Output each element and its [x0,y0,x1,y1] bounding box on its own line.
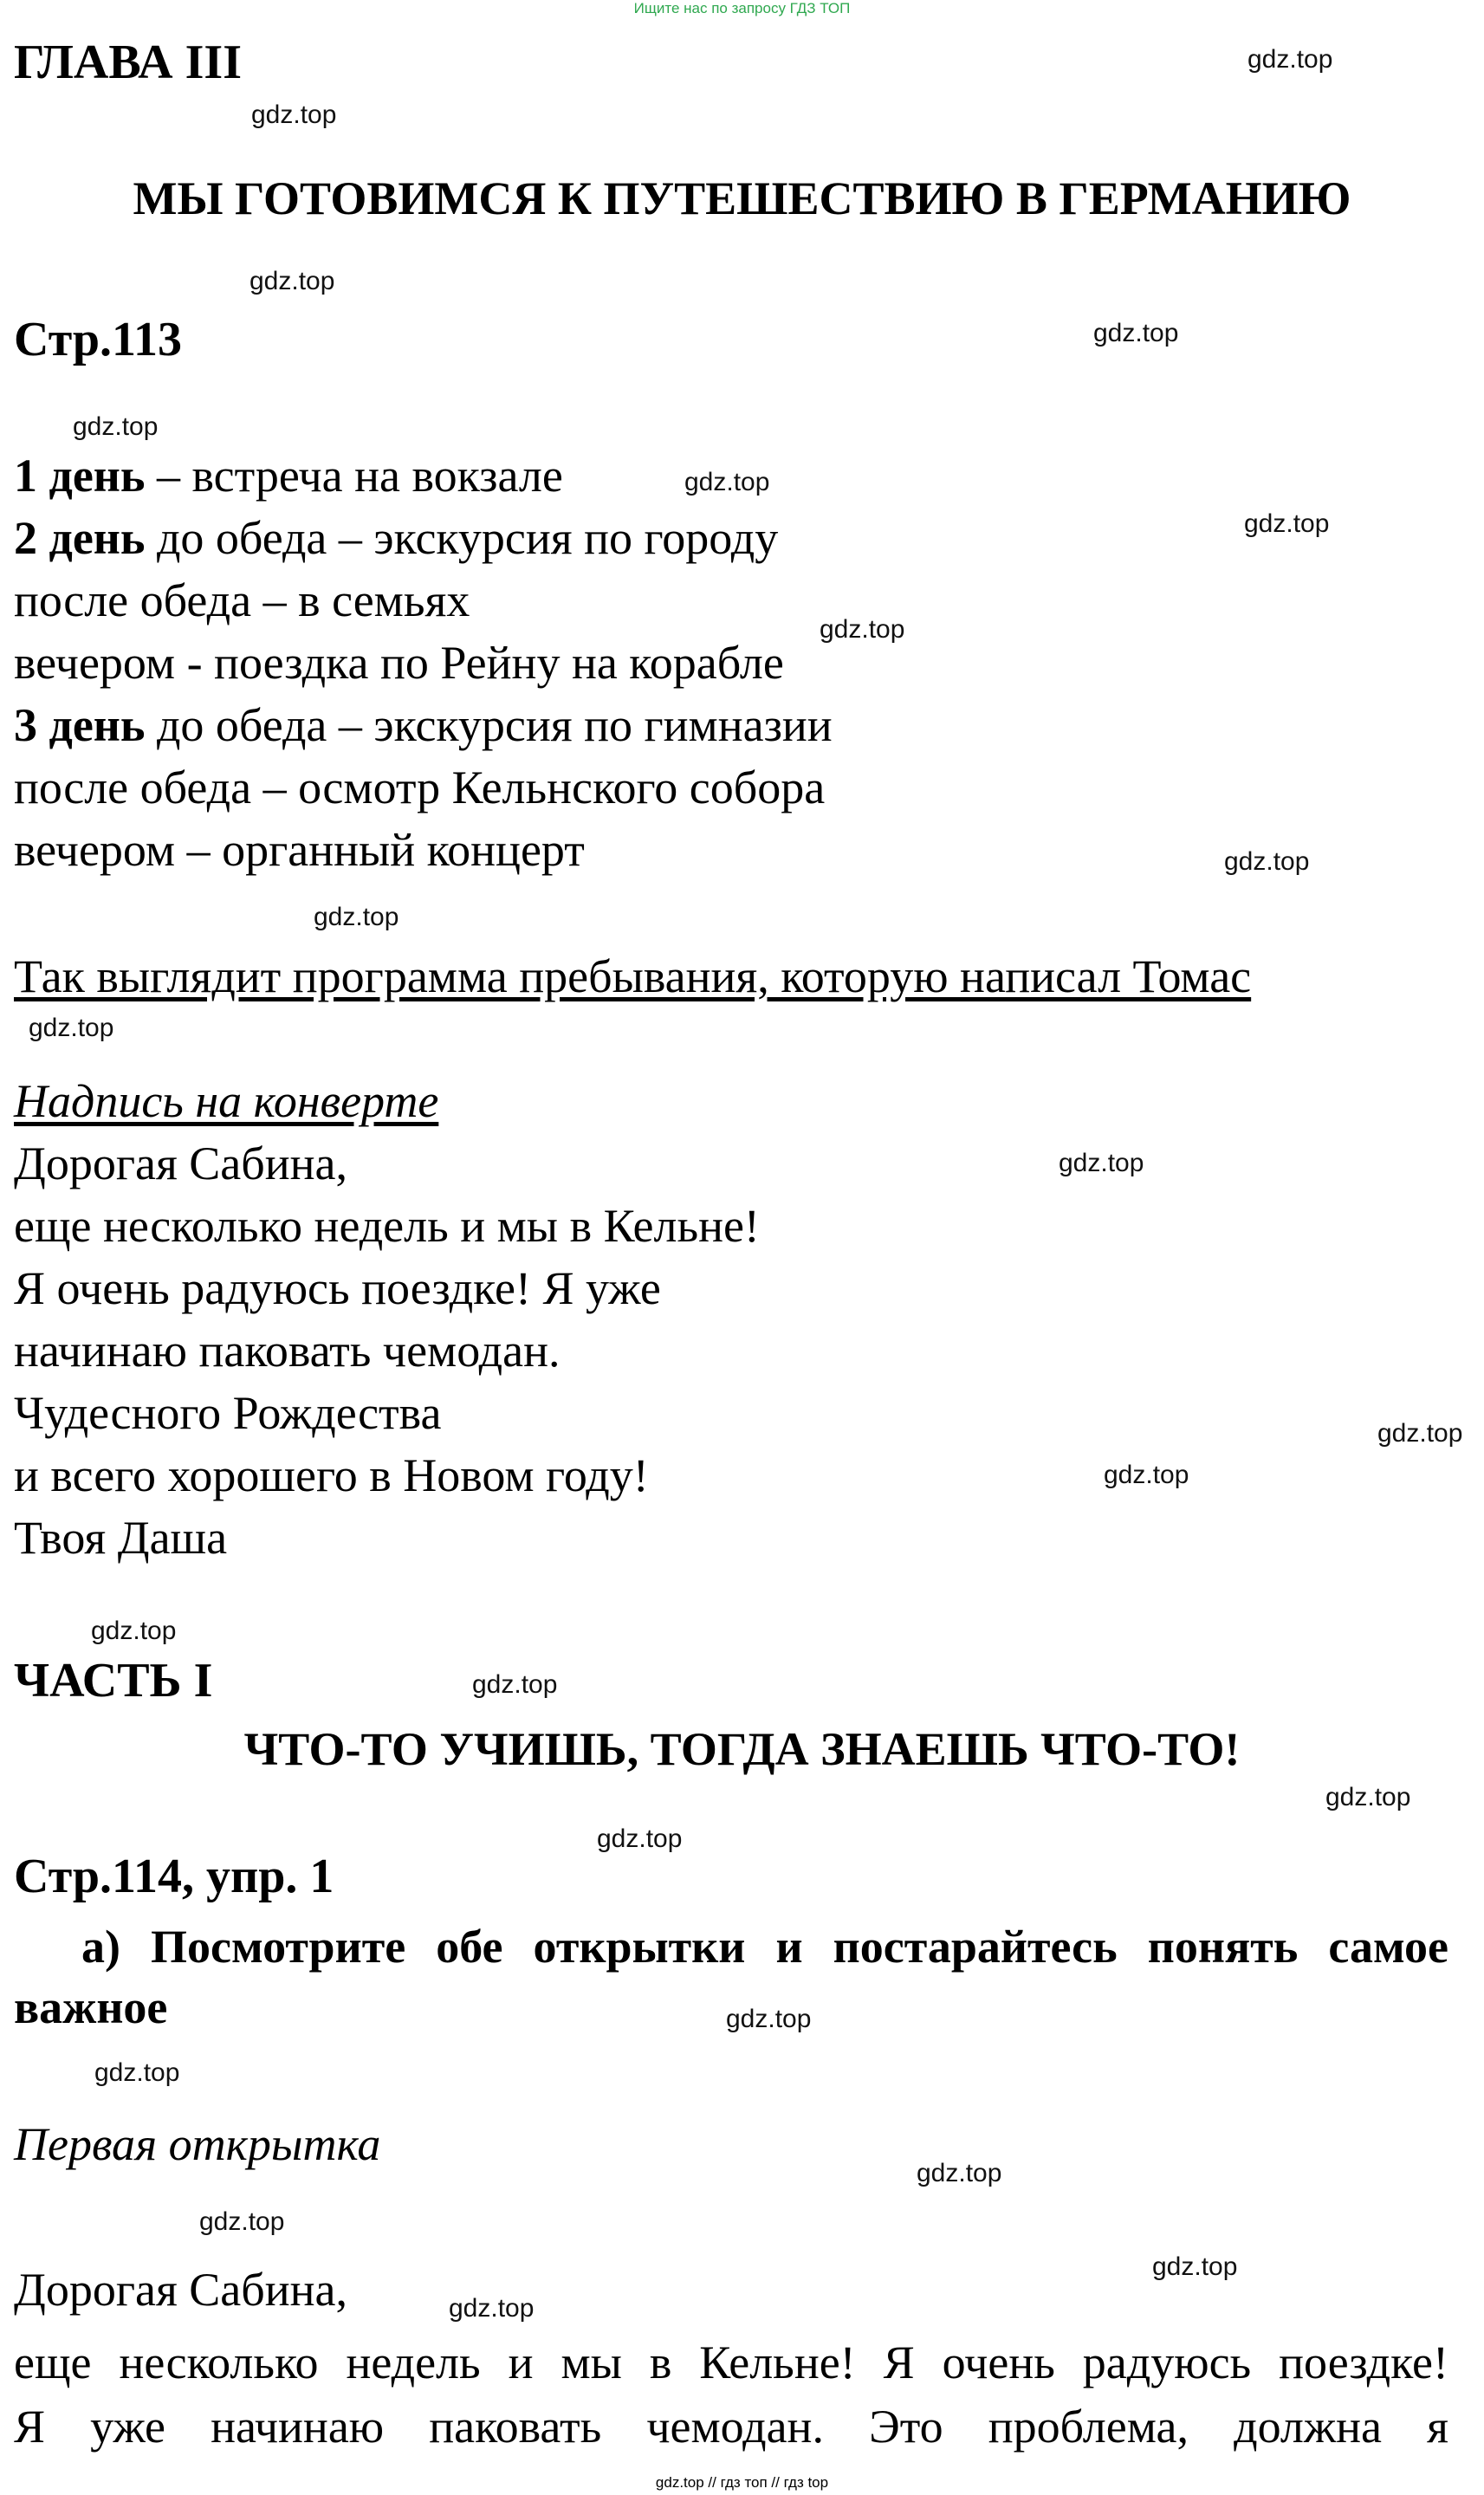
day3-line [14,698,833,752]
watermark: gdz.top [684,468,770,496]
card-greeting: Дорогая Сабина, [14,2264,348,2316]
day1-label: 1 день [14,450,146,502]
watermark: gdz.top [472,1670,558,1699]
watermark: gdz.top [597,1824,683,1853]
letter-line: и всего хорошего в Новом году! [14,1449,649,1501]
letter-line: еще несколько недель и мы в Кельне! [14,1200,760,1252]
letter-line: начинаю паковать чемодан. [14,1325,561,1377]
day3-line3: вечером – органный концерт [14,824,585,876]
card-text-line2: Я уже начинаю паковать чемодан. Это проблема, должна я [14,2401,1448,2453]
day1-line [14,449,563,502]
watermark: gdz.top [1152,2252,1238,2281]
letter-line: Я очень радуюсь поездке! Я уже [14,1262,661,1314]
letter-line: Дорогая Сабина, [14,1137,348,1189]
part-subtitle: ЧТО-ТО УЧИШЬ, ТОГДА ЗНАЕШЬ ЧТО-ТО! [243,1723,1241,1775]
part-title: ЧАСТЬ I [14,1654,213,1708]
watermark: gdz.top [1247,45,1333,74]
letter-line: Твоя Даша [14,1512,228,1564]
task-line2: важное [14,1981,168,2033]
watermark: gdz.top [251,100,337,129]
watermark: gdz.top [249,267,335,295]
watermark: gdz.top [91,1617,177,1645]
day3-label: 3 день [14,699,146,751]
top-banner[interactable]: Ищите нас по запросу ГДЗ ТОП [633,0,851,16]
watermark: gdz.top [449,2294,535,2323]
watermark: gdz.top [314,903,399,931]
watermark: gdz.top [917,2159,1002,2187]
day2-label: 2 день [14,512,146,564]
watermark: gdz.top [1093,319,1179,347]
watermark: gdz.top [1059,1149,1144,1177]
chapter-title: ГЛАВА III [14,36,242,89]
watermark: gdz.top [1325,1783,1411,1811]
day2-text: до обеда – экскурсия по городу [145,512,779,564]
watermark: gdz.top [199,2207,285,2236]
day3-text: до обеда – экскурсия по гимназии [145,699,833,751]
watermark: gdz.top [1244,509,1330,538]
watermark: gdz.top [94,2058,180,2087]
program-caption: Так выглядит программа пребывания, которую написал Томас [14,950,1252,1002]
day1-text: – встреча на вокзале [145,450,563,502]
watermark: gdz.top [1224,847,1310,876]
watermark: gdz.top [820,615,905,644]
page-114-heading: Стр.114, упр. 1 [14,1850,334,1903]
task-line1: а) Посмотрите обе открытки и постарайтесь понять самое [81,1921,1448,1973]
watermark: gdz.top [73,412,159,441]
watermark: gdz.top [29,1014,114,1042]
envelope-caption: Надпись на конверте [14,1075,439,1127]
first-card-caption: Первая открытка [14,2118,381,2170]
card-text-line1: еще несколько недель и мы в Кельне! Я очень радуюсь поездке! [14,2336,1448,2388]
day2-line2: после обеда – в семьях [14,574,470,626]
day3-line2: после обеда – осмотр Кельнского собора [14,761,826,813]
watermark: gdz.top [1104,1461,1189,1489]
chapter-subtitle: МЫ ГОТОВИМСЯ К ПУТЕШЕСТВИЮ В ГЕРМАНИЮ [133,172,1351,224]
watermark: gdz.top [1377,1419,1463,1448]
bottom-banner[interactable]: gdz.top // гдз топ // гдз top [655,2474,829,2491]
day2-line3: вечером - поездка по Рейну на корабле [14,637,784,689]
letter-line: Чудесного Рождества [14,1387,442,1439]
watermark: gdz.top [726,2005,812,2033]
page-113-heading: Стр.113 [14,313,182,366]
day2-line [14,511,778,565]
